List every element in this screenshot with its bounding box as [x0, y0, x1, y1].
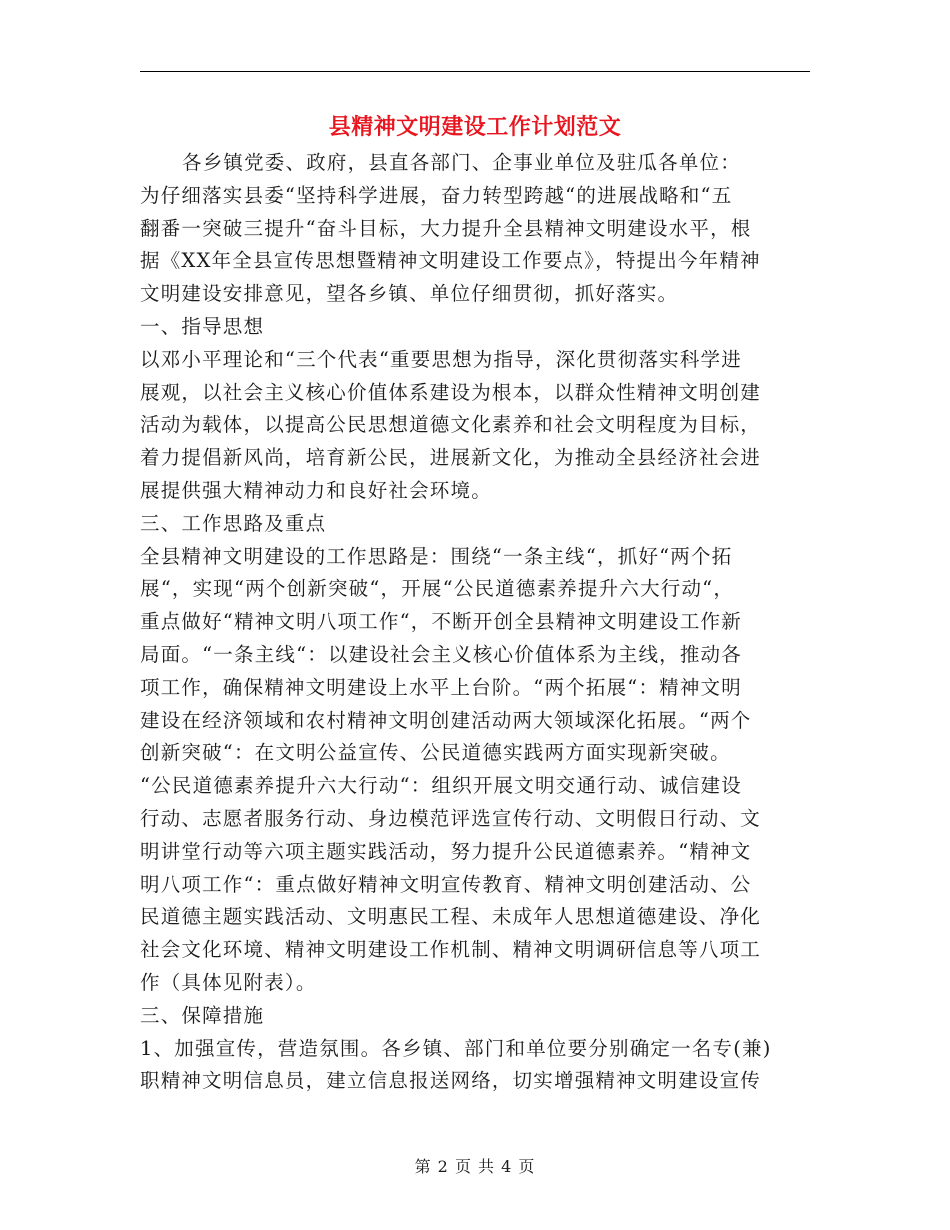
- body-line: 展观，以社会主义核心价值体系建设为根本，以群众性精神文明创建: [140, 380, 762, 404]
- body-line: 全县精神文明建设的工作思路是：围绕“一条主线“，抓好“两个拓: [140, 544, 733, 568]
- section-heading: 三、保障措施: [140, 1003, 265, 1027]
- body-line: 活动为载体，以提高公民思想道德文化素养和社会文明程度为目标，: [140, 413, 762, 437]
- body-line: 着力提倡新风尚，培育新公民，进展新文化，为推动全县经济社会进: [140, 446, 762, 470]
- body-line: 明讲堂行动等六项主题实践活动，努力提升公民道德素养。“精神文: [140, 839, 752, 863]
- body-line: 社会文化环境、精神文明建设工作机制、精神文明调研信息等八项工: [140, 938, 762, 962]
- body-line: 为仔细落实县委“坚持科学进展，奋力转型跨越“的进展战略和“五: [140, 183, 733, 207]
- body-line: 各乡镇党委、政府，县直各部门、企事业单位及驻瓜各单位：: [182, 151, 741, 174]
- body-line: 展“，实现“两个创新突破“，开展“公民道德素养提升六大行动“，: [140, 577, 735, 601]
- page-number: 第 2 页 共 4 页: [414, 1157, 536, 1176]
- document-body: [140, 147, 810, 1098]
- body-line: 项工作，确保精神文明建设上水平上台阶。“两个拓展“：精神文明: [140, 675, 742, 699]
- body-line: 创新突破“：在文明公益宣传、公民道德实践两方面实现新突破。: [140, 741, 731, 765]
- body-line: 明八项工作“：重点做好精神文明宣传教育、精神文明创建活动、公: [140, 872, 752, 896]
- body-line: 文明建设安排意见，望各乡镇、单位仔细贯彻，抓好落实。: [140, 282, 679, 306]
- body-line: 据《XX年全县宣传思想暨精神文明建设工作要点》，特提出今年精神: [140, 249, 761, 273]
- body-line: 民道德主题实践活动、文明惠民工程、未成年人思想道德建设、净化: [140, 905, 762, 929]
- header-rule: [140, 71, 810, 72]
- body-line: 1、加强宣传，营造氛围。各乡镇、部门和单位要分别确定一名专(兼): [140, 1036, 772, 1060]
- document-title: 县精神文明建设工作计划范文: [328, 114, 622, 140]
- body-line: 以邓小平理论和“三个代表“重要思想为指导，深化贯彻落实科学进: [140, 347, 742, 371]
- body-line: 建设在经济领域和农村精神文明创建活动两大领域深化拓展。“两个: [140, 708, 752, 732]
- body-line: 行动、志愿者服务行动、身边模范评选宣传行动、文明假日行动、文: [140, 806, 762, 830]
- section-heading: 三、工作思路及重点: [140, 511, 327, 535]
- body-line: 作（具体见附表）。: [140, 970, 317, 994]
- section-heading: 一、指导思想: [140, 314, 265, 338]
- body-line: “公民道德素养提升六大行动“：组织开展文明交通行动、诚信建设: [140, 774, 742, 798]
- body-line: 职精神文明信息员，建立信息报送网络，切实增强精神文明建设宣传: [140, 1069, 762, 1093]
- page-footer: [0, 1154, 950, 1177]
- body-line: 局面。“一条主线“：以建设社会主义核心价值体系为主线，推动各: [140, 642, 742, 666]
- body-line: 重点做好“精神文明八项工作“，不断开创全县精神文明建设工作新: [140, 610, 742, 634]
- body-line: 翻番一突破三提升“奋斗目标，大力提升全县精神文明建设水平，根: [140, 216, 752, 240]
- body-line: 展提供强大精神动力和良好社会环境。: [140, 478, 492, 502]
